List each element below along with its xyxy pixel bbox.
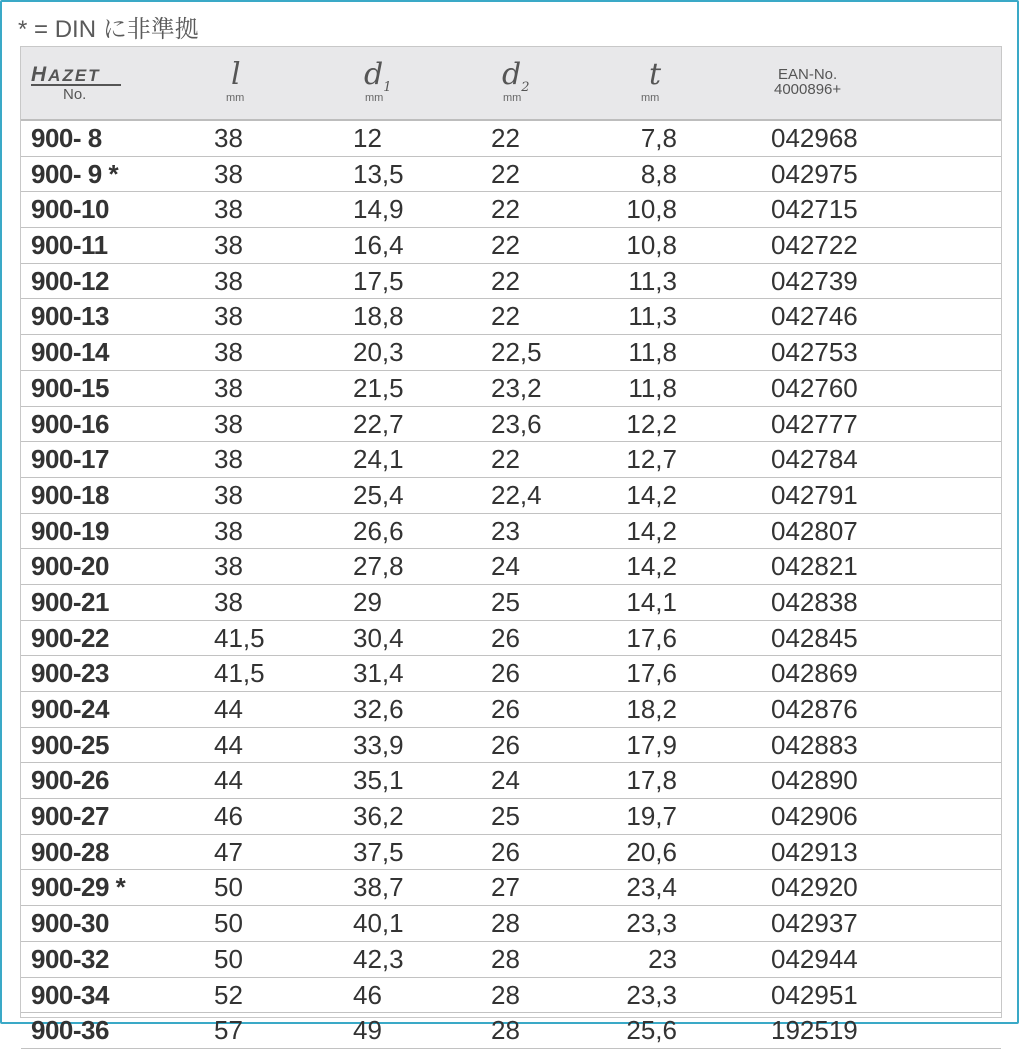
ean-code-cell: 042944 [771,943,858,974]
table-row [21,906,1001,942]
table-row [21,407,1001,443]
length-l-cell: 41,5 [214,622,265,653]
ean-code-cell: 042746 [771,301,858,332]
table-row [21,264,1001,300]
col-header-d1 [364,57,392,95]
ean-code-cell: 042739 [771,265,858,296]
spec-table [20,46,1002,1046]
length-l-cell: 38 [214,265,243,296]
col-d2-subscript: 2 [521,80,530,95]
ean-code-cell: 042920 [771,872,858,903]
table-row [21,192,1001,228]
table-row [21,870,1001,906]
ean-prefix: 4000896+ [774,81,842,98]
length-l-cell: 50 [214,872,243,903]
depth-t-cell: 17,8 [626,765,677,796]
diameter-d1-cell: 46 [353,979,382,1010]
depth-t-cell: 19,7 [626,801,677,832]
part-number-cell: 900-12 [31,265,109,296]
depth-t-cell: 12,7 [626,444,677,475]
length-l-cell: 47 [214,836,243,867]
length-l-cell: 57 [214,1015,243,1046]
depth-t-cell: 23,3 [626,908,677,939]
depth-t-cell: 18,2 [626,694,677,724]
part-number-cell: 900- 8 [31,123,102,153]
diameter-d2-cell: 25 [491,801,520,832]
part-number-cell: 900-10 [31,194,109,225]
col-d2-unit: mm [503,92,522,104]
diameter-d2-cell: 22 [491,230,520,261]
diameter-d1-cell: 29 [353,586,382,617]
depth-t-cell: 10,8 [626,230,677,261]
diameter-d2-cell: 22 [491,444,520,475]
ean-code-cell: 042951 [771,979,858,1010]
part-number-cell: 900-36 [31,1015,109,1046]
diameter-d1-cell: 22,7 [353,408,404,439]
table-row [21,299,1001,335]
col-header-l [231,57,241,92]
ean-code-cell: 042722 [771,230,858,261]
diameter-d1-cell: 18,8 [353,301,404,332]
diameter-d2-cell: 23,2 [491,372,542,403]
depth-t-cell: 14,2 [626,551,677,582]
diameter-d2-cell: 22 [491,158,520,189]
ean-code-cell: 042715 [771,194,858,225]
diameter-d2-cell: 26 [491,622,520,653]
depth-t-cell: 17,6 [626,658,677,689]
part-number-cell: 900-20 [31,551,109,582]
table-row [21,478,1001,514]
length-l-cell: 38 [214,586,243,617]
ean-label: EAN-No. [777,66,838,83]
col-t-symbol: t [649,57,662,92]
ean-code-cell: 042968 [771,123,858,153]
col-d1-unit: mm [365,92,384,104]
depth-t-cell: 17,9 [626,729,677,760]
diameter-d2-cell: 24 [491,765,520,796]
diameter-d1-cell: 38,7 [353,872,404,903]
table-row [21,656,1001,692]
din-note: * = DIN に非準拠 [18,16,199,43]
part-number-cell: 900-18 [31,479,109,510]
ean-code-cell: 042807 [771,515,858,546]
diameter-d2-cell: 24 [491,551,520,582]
table-row [21,157,1001,193]
table-row [21,835,1001,871]
part-number-cell: 900-34 [31,979,109,1010]
ean-code-cell: 042838 [771,586,858,617]
ean-code-cell: 042937 [771,908,858,939]
table-row [21,514,1001,550]
diameter-d1-cell: 42,3 [353,943,404,974]
diameter-d1-cell: 20,3 [353,337,404,368]
ean-code-cell: 042845 [771,622,858,653]
diameter-d2-cell: 22 [491,301,520,332]
table-row [21,1013,1001,1049]
diameter-d2-cell: 23,6 [491,408,542,439]
diameter-d1-cell: 21,5 [353,372,404,403]
depth-t-cell: 20,6 [626,836,677,867]
table-row [21,371,1001,407]
diameter-d1-cell: 12 [353,123,382,153]
length-l-cell: 38 [214,551,243,582]
depth-t-cell: 23,4 [626,872,677,903]
col-l-symbol: l [231,57,241,92]
ean-code-cell: 042777 [771,408,858,439]
diameter-d1-cell: 17,5 [353,265,404,296]
length-l-cell: 52 [214,979,243,1010]
length-l-cell: 38 [214,444,243,475]
ean-code-cell: 042906 [771,801,858,832]
diameter-d1-cell: 30,4 [353,622,404,653]
depth-t-cell: 12,2 [626,408,677,439]
part-number-cell: 900-23 [31,658,109,689]
diameter-d2-cell: 28 [491,979,520,1010]
table-row [21,728,1001,764]
table-row [21,763,1001,799]
diameter-d1-cell: 31,4 [353,658,404,689]
length-l-cell: 50 [214,908,243,939]
table-row [21,549,1001,585]
ean-code-cell: 042784 [771,444,858,475]
diameter-d2-cell: 26 [491,658,520,689]
part-number-cell: 900-17 [31,444,109,475]
table-body [21,121,1001,1049]
depth-t-cell: 11,8 [628,372,677,403]
ean-code-cell: 042913 [771,836,858,867]
diameter-d2-cell: 28 [491,908,520,939]
length-l-cell: 38 [214,515,243,546]
diameter-d1-cell: 13,5 [353,158,404,189]
diameter-d1-cell: 37,5 [353,836,404,867]
part-number-cell: 900-13 [31,301,109,332]
part-number-cell: 900-14 [31,337,109,368]
col-d1-subscript: 1 [383,80,392,95]
length-l-cell: 41,5 [214,658,265,689]
table-row [21,442,1001,478]
ean-code-cell: 042876 [771,694,858,724]
diameter-d2-cell: 28 [491,1015,520,1046]
part-number-cell: 900-15 [31,372,109,403]
table-row [21,621,1001,657]
length-l-cell: 46 [214,801,243,832]
diameter-d2-cell: 22,4 [491,479,542,510]
depth-t-cell: 11,3 [628,265,677,296]
col-d2-symbol: d [502,57,522,92]
ean-code-cell: 042760 [771,372,858,403]
diameter-d1-cell: 33,9 [353,729,404,760]
depth-t-cell: 17,6 [626,622,677,653]
depth-t-cell: 7,8 [640,123,677,153]
length-l-cell: 38 [214,301,243,332]
length-l-cell: 38 [214,372,243,403]
part-number-cell: 900-25 [31,729,109,760]
part-number-cell: 900-24 [31,694,109,724]
ean-code-cell: 042869 [771,658,858,689]
ean-code-cell: 042883 [771,729,858,760]
diameter-d1-cell: 35,1 [353,765,404,796]
diameter-d1-cell: 36,2 [353,801,404,832]
part-number-cell: 900-30 [31,908,109,939]
length-l-cell: 44 [214,729,243,760]
diameter-d1-cell: 27,8 [353,551,404,582]
col-d1-symbol: d [364,57,384,92]
diameter-d2-cell: 28 [491,943,520,974]
table-row [21,121,1001,157]
ean-code-cell: 042753 [771,337,858,368]
length-l-cell: 44 [214,765,243,796]
diameter-d1-cell: 16,4 [353,230,404,261]
ean-code-cell: 042791 [771,479,858,510]
table-row [21,978,1001,1014]
table-row [21,585,1001,621]
part-number-cell: 900-26 [31,765,109,796]
length-l-cell: 38 [214,479,243,510]
ean-code-cell: 042975 [771,158,858,189]
diameter-d1-cell: 26,6 [353,515,404,546]
col-header-no: No. [63,86,87,103]
diameter-d2-cell: 22 [491,194,520,225]
diameter-d1-cell: 32,6 [353,694,404,724]
depth-t-cell: 14,2 [626,515,677,546]
diameter-d2-cell: 26 [491,694,520,724]
col-header-ean [774,67,841,97]
part-number-cell: 900-11 [31,230,108,261]
depth-t-cell: 11,8 [628,337,677,368]
col-l-unit: mm [226,92,245,104]
part-number-cell: 900-27 [31,801,109,832]
diameter-d2-cell: 22 [491,265,520,296]
depth-t-cell: 23,3 [626,979,677,1010]
part-number-cell: 900-29 * [31,872,126,903]
depth-t-cell: 10,8 [626,194,677,225]
length-l-cell: 38 [214,337,243,368]
table-row [21,335,1001,371]
col-t-unit: mm [641,92,660,104]
diameter-d2-cell: 26 [491,729,520,760]
diameter-d1-cell: 14,9 [353,194,404,225]
length-l-cell: 44 [214,694,243,724]
diameter-d2-cell: 27 [491,872,520,903]
length-l-cell: 38 [214,230,243,261]
length-l-cell: 38 [214,123,243,153]
part-number-cell: 900-22 [31,622,109,653]
ean-code-cell: 042890 [771,765,858,796]
diameter-d2-cell: 22,5 [491,337,542,368]
part-number-cell: 900-28 [31,836,109,867]
table-row [21,228,1001,264]
part-number-cell: 900- 9 * [31,158,119,189]
col-header-d2 [502,57,530,95]
table-row [21,692,1001,728]
ean-code-cell: 042821 [771,551,858,582]
length-l-cell: 50 [214,943,243,974]
part-number-cell: 900-21 [31,586,109,617]
depth-t-cell: 23 [648,943,677,974]
depth-t-cell: 14,1 [626,586,677,617]
table-row [21,942,1001,978]
part-number-cell: 900-32 [31,943,109,974]
depth-t-cell: 14,2 [626,479,677,510]
depth-t-cell: 8,8 [640,158,677,189]
table-header [21,47,1001,121]
col-header-t [649,57,661,92]
diameter-d1-cell: 24,1 [353,444,404,475]
diameter-d1-cell: 25,4 [353,479,404,510]
part-number-cell: 900-19 [31,515,109,546]
length-l-cell: 38 [214,158,243,189]
diameter-d2-cell: 23 [491,515,520,546]
length-l-cell: 38 [214,194,243,225]
length-l-cell: 38 [214,408,243,439]
diameter-d2-cell: 25 [491,586,520,617]
diameter-d2-cell: 26 [491,836,520,867]
ean-code-cell: 192519 [771,1015,858,1046]
depth-t-cell: 11,3 [628,301,677,332]
diameter-d2-cell: 22 [491,123,520,153]
diameter-d1-cell: 40,1 [353,908,404,939]
diameter-d1-cell: 49 [353,1015,382,1046]
part-number-cell: 900-16 [31,408,109,439]
depth-t-cell: 25,6 [626,1015,677,1046]
logo-first-letter: H [31,63,49,86]
table-row [21,799,1001,835]
logo-rest-letters: AZET [48,66,101,85]
